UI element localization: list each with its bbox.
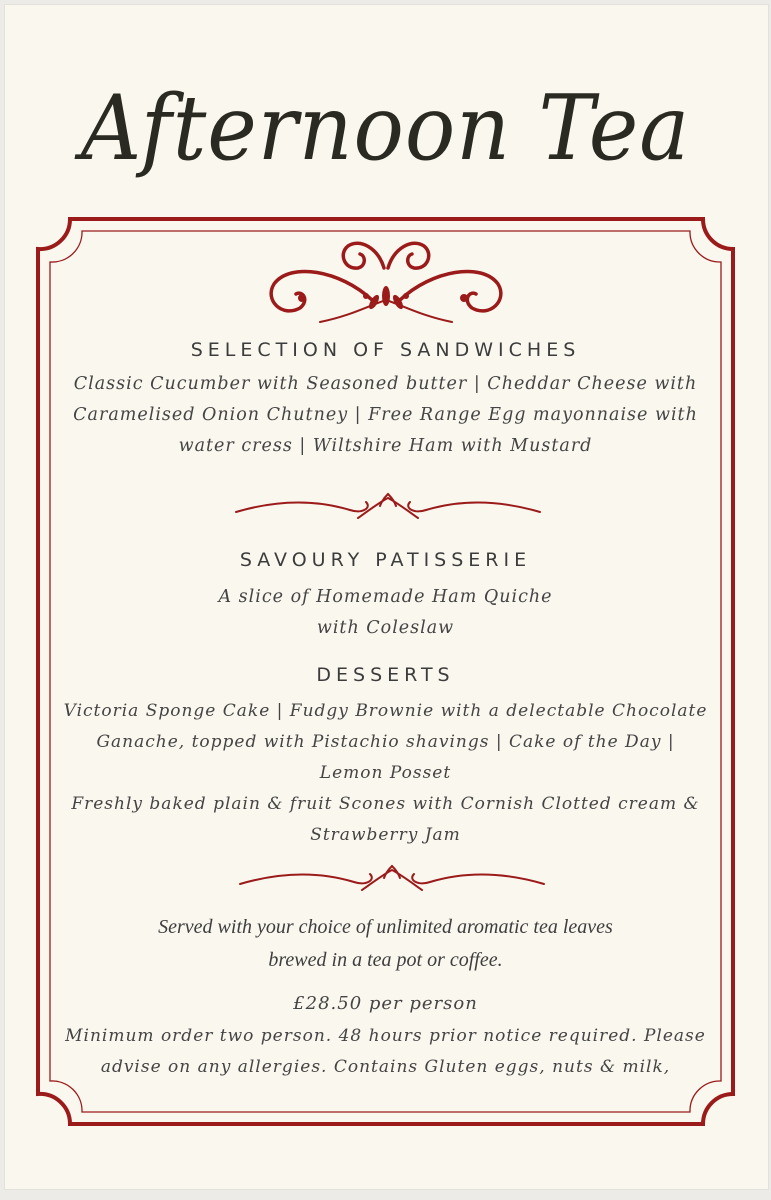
served-with-text [40,911,731,977]
section-body-sandwiches [40,369,731,462]
menu-line: Caramelised Onion Chutney | Free Range Egg mayonnaise with [73,405,698,425]
menu-line: Victoria Sponge Cake | Fudgy Brownie with a delectable Chocolate [63,701,708,721]
menu-line: water cress | Wiltshire Ham with Mustard [178,436,593,456]
menu-line: Lemon Posset [319,763,452,783]
menu-title: Afternoon Tea [80,76,691,181]
note-line: advise on any allergies. Contains Gluten eggs, nuts & milk, [100,1057,671,1077]
menu-line: Classic Cucumber with Seasoned butter | Cheddar Cheese with [73,374,698,394]
menu-line: Freshly baked plain & fruit Scones with Cornish Clotted cream & [71,794,700,814]
section-heading-sandwiches: SELECTION OF SANDWICHES [190,339,581,361]
section-heading-desserts: DESSERTS [316,664,455,686]
served-line: Served with your choice of unlimited aromatic tea leaves [158,916,613,938]
served-line: brewed in a tea pot or coffee. [268,949,503,971]
top-flourish-ornament [271,243,501,322]
section-heading-savoury: SAVOURY PATISSERIE [239,549,532,571]
note-line: Minimum order two person. 48 hours prior notice required. Please [65,1026,706,1046]
divider-ornament [236,494,540,518]
menu-line: Ganache, topped with Pistachio shavings | Cake of the Day | [96,732,675,752]
menu-line: with Coleslaw [316,618,455,638]
section-body-desserts [40,696,731,851]
notes-text [44,1021,727,1083]
menu-line: A slice of Homemade Ham Quiche [218,587,553,607]
menu-line: Strawberry Jam [310,825,461,845]
top-flourish-petals [298,286,468,311]
price-text: £28.50 per person [293,993,478,1014]
divider-ornament [240,866,544,890]
section-body-savoury [40,582,731,644]
